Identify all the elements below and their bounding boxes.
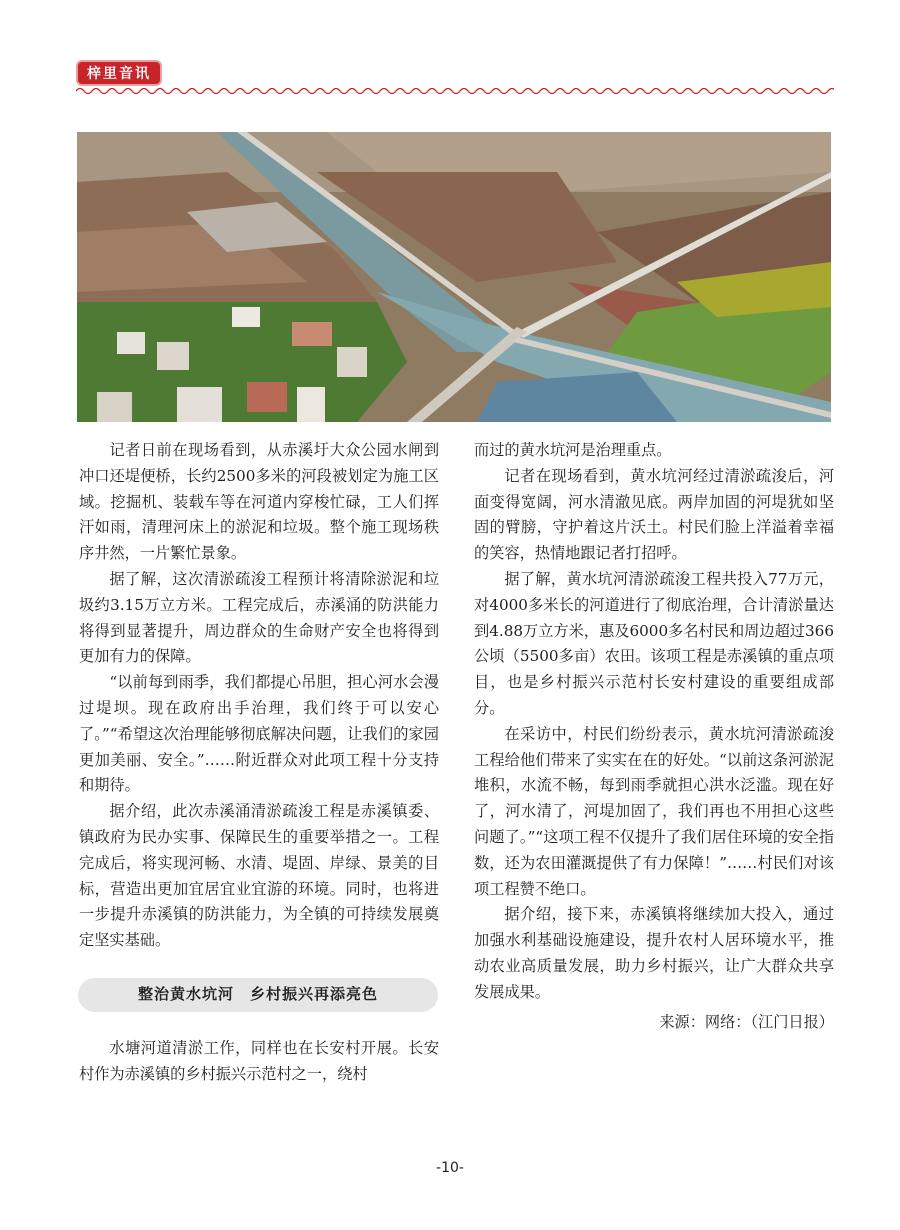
paragraph: 水塘河道清淤工作，同样也在长安村开展。长安村作为赤溪镇的乡村振兴示范村之一，绕村 [79,1038,439,1083]
paragraph: 在采访中，村民们纷纷表示，黄水坑河清淤疏浚工程给他们带来了实实在在的好处。“以前这条河淤泥堆积，水流不畅，每到雨季就担心洪水泛滥。现在好了，河水清了，河堤加固了，我们再也不用担心这些问题了。”“这项工程不仅提升了我们居住环境的安全指数，还为农田灌溉提供了有力保障！”……村民们对该项工程赞不绝口。 [474,724,834,898]
paragraph-continuation: 而过的黄水坑河是治理重点。 [474,441,672,459]
paragraph: 据了解，黄水坑河清淤疏浚工程共投入77万元，对4000多米长的河道进行了彻底治理，合计清淤量达到4.88万立方米，惠及6000多名村民和周边超过366公顷（5500多亩）农田。该项工程是赤溪镇的重点项目，也是乡村振兴示范村长安村建设的重要组成部分。 [474,569,834,717]
section-heading: 整治黄水坑河 乡村振兴再添亮色 [78,978,438,1012]
column-badge: 梓里音讯 [76,60,162,86]
aerial-photo-icon [77,132,831,422]
paragraph: 据介绍，接下来，赤溪镇将继续加大投入，通过加强水利基础设施建设，提升农村人居环境水平，推动农业高质量发展，助力乡村振兴，让广大群众共享发展成果。 [474,905,834,1001]
page-number: -10- [436,1160,464,1176]
paragraph: 记者在现场看到，黄水坑河经过清淤疏浚后，河面变得宽阔，河水清澈见底。两岸加固的河堤犹如坚固的臂膀，守护着这片沃土。村民们脸上洋溢着幸福的笑容，热情地跟记者打招呼。 [474,466,834,563]
left-column [79,438,439,1088]
source-credit: 来源：网络：（江门日报） [659,1012,834,1031]
paragraph: 记者日前在现场看到，从赤溪圩大众公园水闸到冲口还堤便桥，长约2500多米的河段被划定为施工区域。挖掘机、装载车等在河道内穿梭忙碌，工人们挥汗如雨，清理河床上的淤泥和垃圾。整个施工现场秩序井然，一片繁忙景象。 [79,441,439,563]
aerial-river-photo [77,132,831,422]
paragraph: 据了解，这次清淤疏浚工程预计将清除淤泥和垃圾约3.15万立方米。工程完成后，赤溪涌的防洪能力将得到显著提升，周边群众的生命财产安全也将得到更加有力的保障。 [79,569,439,666]
paragraph: 据介绍，此次赤溪涌清淤疏浚工程是赤溪镇委、镇政府为民办实事、保障民生的重要举措之一。工程完成后，将实现河畅、水清、堤固、岸绿、景美的目标，营造出更加宜居宜业宜游的环境。同时，也将进一步提升赤溪镇的防洪能力，为全镇的可持续发展奠定坚实基础。 [79,802,439,950]
paragraph: “以前每到雨季，我们都提心吊胆，担心河水会漫过堤坝。现在政府出手治理，我们终于可以安心了。”“希望这次治理能够彻底解决问题，让我们的家园更加美丽、安全。”……附近群众对此项工程十分支持和期待。 [79,673,439,795]
right-column [474,438,834,1035]
header-wavy-rule [76,86,834,96]
